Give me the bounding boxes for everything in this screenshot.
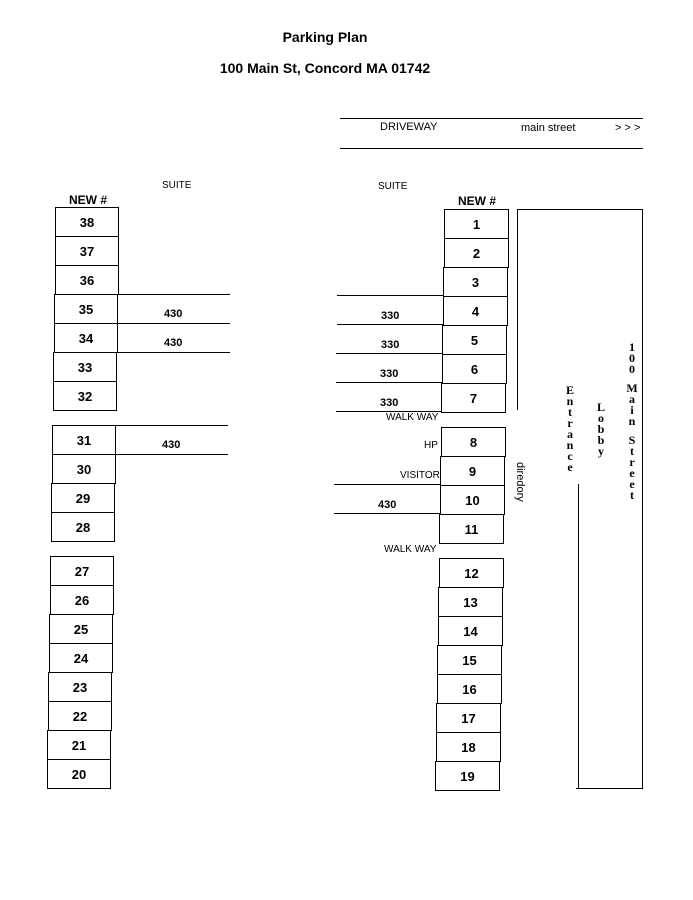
visitor-label: VISITOR <box>400 470 440 481</box>
parking-spot-37: 37 <box>55 236 119 266</box>
parking-spot-1: 1 <box>444 209 509 239</box>
parking-spot-19: 19 <box>435 761 500 791</box>
stacked-letter: t <box>630 444 634 458</box>
suite-value-5: 330 <box>381 339 400 351</box>
hp-label: HP <box>424 440 438 451</box>
walkway-label-top: WALK WAY <box>386 412 439 423</box>
building-left-wall <box>517 209 518 410</box>
parking-spot-30: 30 <box>52 454 116 484</box>
stacked-letter: o <box>598 411 604 425</box>
parking-spot-25: 25 <box>49 614 113 644</box>
parking-spot-8: 8 <box>441 427 506 457</box>
right-suite-line <box>337 295 444 296</box>
stacked-letter: M <box>626 381 638 395</box>
stacked-letter: c <box>567 449 573 463</box>
left-suite-header: SUITE <box>162 180 192 191</box>
right-suite-header: SUITE <box>378 181 408 192</box>
parking-spot-6: 6 <box>442 354 507 384</box>
suite-value-4: 330 <box>381 310 400 322</box>
parking-spot-24: 24 <box>49 643 113 673</box>
parking-spot-20: 20 <box>47 759 111 789</box>
building-name-label <box>625 342 639 501</box>
direction-arrows: > > > <box>615 122 641 134</box>
parking-spot-36: 36 <box>55 265 119 295</box>
stacked-letter: b <box>597 433 605 447</box>
parking-spot-23: 23 <box>48 672 112 702</box>
right-suite-line <box>337 324 443 325</box>
stacked-letter: n <box>566 394 574 408</box>
suite-value-7: 330 <box>380 397 399 409</box>
parking-spot-34: 34 <box>54 323 118 353</box>
parking-spot-17: 17 <box>436 703 501 733</box>
stacked-letter: y <box>598 444 604 458</box>
parking-spot-2: 2 <box>444 238 509 268</box>
directory-label: diredory <box>514 462 526 502</box>
stacked-letter: 1 <box>629 340 635 354</box>
parking-spot-33: 33 <box>53 352 117 382</box>
parking-spot-27: 27 <box>50 556 114 586</box>
walkway-label-bottom: WALK WAY <box>384 544 437 555</box>
parking-spot-12: 12 <box>439 558 504 588</box>
stacked-letter: a <box>629 392 635 406</box>
stacked-letter: t <box>630 488 634 502</box>
parking-spot-10: 10 <box>440 485 505 515</box>
stacked-letter: n <box>628 414 636 428</box>
stacked-letter: a <box>567 427 573 441</box>
building-top-wall <box>517 209 643 210</box>
left-suite-line <box>118 323 230 324</box>
parking-spot-13: 13 <box>438 587 503 617</box>
right-suite-line <box>336 382 442 383</box>
building-right-wall <box>642 209 643 789</box>
parking-spot-38: 38 <box>55 207 119 237</box>
parking-spot-22: 22 <box>48 701 112 731</box>
stacked-letter: r <box>629 455 635 469</box>
stacked-letter: e <box>567 460 573 474</box>
left-suite-line <box>116 454 228 455</box>
parking-spot-9: 9 <box>440 456 505 486</box>
suite-value-31: 430 <box>162 439 181 451</box>
stacked-letter: n <box>566 438 574 452</box>
left-new-header: NEW # <box>69 193 108 207</box>
right-new-header: NEW # <box>458 194 497 208</box>
parking-spot-35: 35 <box>54 294 118 324</box>
suite-value-34: 430 <box>164 337 183 349</box>
parking-spot-28: 28 <box>51 512 115 542</box>
lobby-label <box>594 402 608 457</box>
right-suite-line <box>334 484 440 485</box>
street-top-line <box>340 118 643 119</box>
address: 100 Main St, Concord MA 01742 <box>219 60 431 76</box>
parking-spot-29: 29 <box>51 483 115 513</box>
parking-spot-14: 14 <box>438 616 503 646</box>
entrance-label <box>563 385 577 473</box>
right-suite-line <box>336 353 442 354</box>
building-bottom-wall <box>576 788 643 789</box>
parking-spot-21: 21 <box>47 730 111 760</box>
stacked-letter: t <box>568 405 572 419</box>
stacked-letter: S <box>628 433 636 447</box>
parking-spot-7: 7 <box>441 383 506 413</box>
main-street-label: main street <box>521 122 576 134</box>
suite-value-6: 330 <box>380 368 399 380</box>
stacked-letter: e <box>629 477 635 491</box>
stacked-letter: 0 <box>629 362 635 376</box>
stacked-letter: b <box>597 422 605 436</box>
parking-spot-32: 32 <box>53 381 117 411</box>
lobby-wall <box>578 484 579 789</box>
parking-spot-31: 31 <box>52 425 116 455</box>
parking-spot-11: 11 <box>439 514 504 544</box>
driveway-label: DRIVEWAY <box>380 121 438 133</box>
parking-spot-18: 18 <box>436 732 501 762</box>
left-suite-line <box>116 425 228 426</box>
parking-spot-3: 3 <box>443 267 508 297</box>
parking-spot-4: 4 <box>443 296 508 326</box>
suite-value-35: 430 <box>164 308 183 320</box>
left-suite-line <box>118 352 230 353</box>
stacked-letter: r <box>567 416 573 430</box>
stacked-letter: i <box>630 403 634 417</box>
stacked-letter: L <box>596 400 605 414</box>
stacked-letter: E <box>565 383 574 397</box>
page-title: Parking Plan <box>282 29 368 45</box>
suite-value-10: 430 <box>378 499 397 511</box>
stacked-letter: 0 <box>629 351 635 365</box>
stacked-letter: e <box>629 466 635 480</box>
left-suite-line <box>118 294 230 295</box>
parking-spot-26: 26 <box>50 585 114 615</box>
right-suite-line <box>334 513 440 514</box>
parking-spot-15: 15 <box>437 645 502 675</box>
parking-spot-16: 16 <box>437 674 502 704</box>
street-bottom-line <box>340 148 643 149</box>
parking-spot-5: 5 <box>442 325 507 355</box>
